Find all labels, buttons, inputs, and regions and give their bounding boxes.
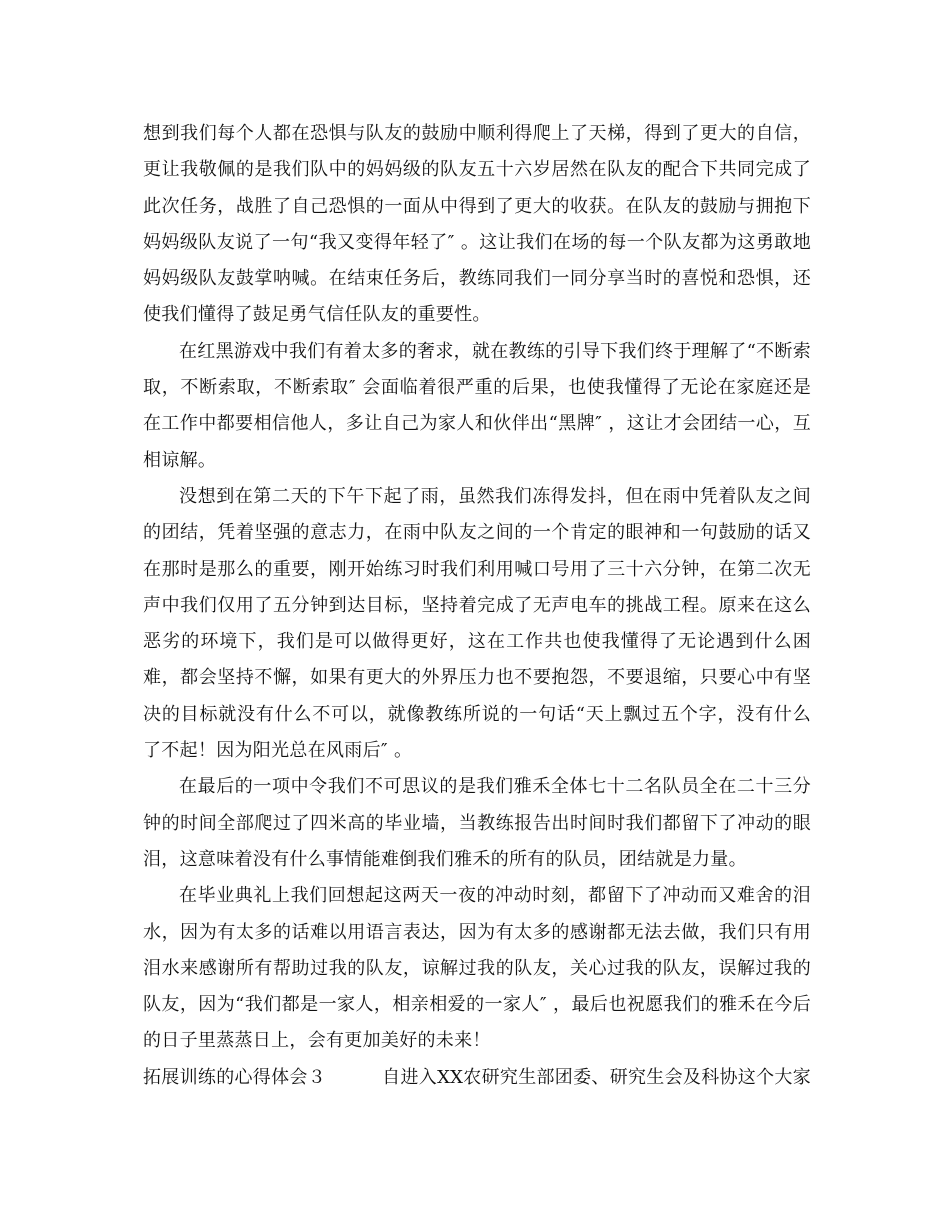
document-body (143, 116, 811, 1096)
section-continuation: 自进入XX农研究生部团委、研究生会及科协这个大家 (382, 1066, 811, 1088)
paragraph-3: 没想到在第二天的下午下起了雨，虽然我们冻得发抖，但在雨中凭着队友之间的团结，凭着坚强的意志力，在雨中队友之间的一个肯定的眼神和一句鼓励的话又在那时是那么的重要，刚开始练习时我们利用喊口号用了三十六分钟，在第二次无声中我们仅用了五分钟到达目标，坚持着完成了无声电车的挑战工程。原来在这么恶劣的环境下，我们是可以做得更好，这在工作共也使我懂得了无论遇到什么困难，都会坚持不懈，如果有更大的外界压力也不要抱怨，不要退缩，只要心中有坚决的目标就没有什么不可以，就像教练所说的一句话“天上飘过五个字，没有什么了不起！因为阳光总在风雨后″ 。 (143, 485, 811, 762)
paragraph-4: 在最后的一项中令我们不可思议的是我们雅禾全体七十二名队员全在二十三分钟的时间全部爬过了四米高的毕业墙，当教练报告出时间时我们都留下了冲动的眼泪，这意味着没有什么事情能难倒我们雅禾的所有的队员，团结就是力量。 (143, 776, 811, 870)
paragraph-2: 在红黑游戏中我们有着太多的奢求，就在教练的引导下我们终于理解了“不断索取，不断索取，不断索取″ 会面临着很严重的后果，也使我懂得了无论在家庭还是在工作中都要相信他人，多让自己为家人和伙伴出“黑牌″ ，这让才会团结一心，互相谅解。 (143, 340, 811, 471)
next-section-line (143, 1060, 811, 1096)
paragraph-1: 想到我们每个人都在恐惧与队友的鼓励中顺利得爬上了天梯，得到了更大的自信，更让我敬佩的是我们队中的妈妈级的队友五十六岁居然在队友的配合下共同完成了此次任务，战胜了自己恐惧的一面从中得到了更大的收获。在队友的鼓励与拥抱下妈妈级队友说了一句“我又变得年轻了″ 。这让我们在场的每一个队友都为这勇敢地妈妈级队友鼓掌呐喊。在结束任务后，教练同我们一同分享当时的喜悦和恐惧，还使我们懂得了鼓足勇气信任队友的重要性。 (143, 123, 811, 326)
section-heading: 拓展训练的心得体会３ (143, 1066, 326, 1088)
paragraph-5: 在毕业典礼上我们回想起这两天一夜的冲动时刻，都留下了冲动而又难舍的泪水，因为有太多的话难以用语言表达，因为有太多的感谢都无法去做，我们只有用泪水来感谢所有帮助过我的队友，谅解过我的队友，关心过我的队友，误解过我的队友，因为“我们都是一家人，相亲相爱的一家人″ ，最后也祝愿我们的雅禾在今后的日子里蒸蒸日上，会有更加美好的未来！ (143, 885, 811, 1052)
